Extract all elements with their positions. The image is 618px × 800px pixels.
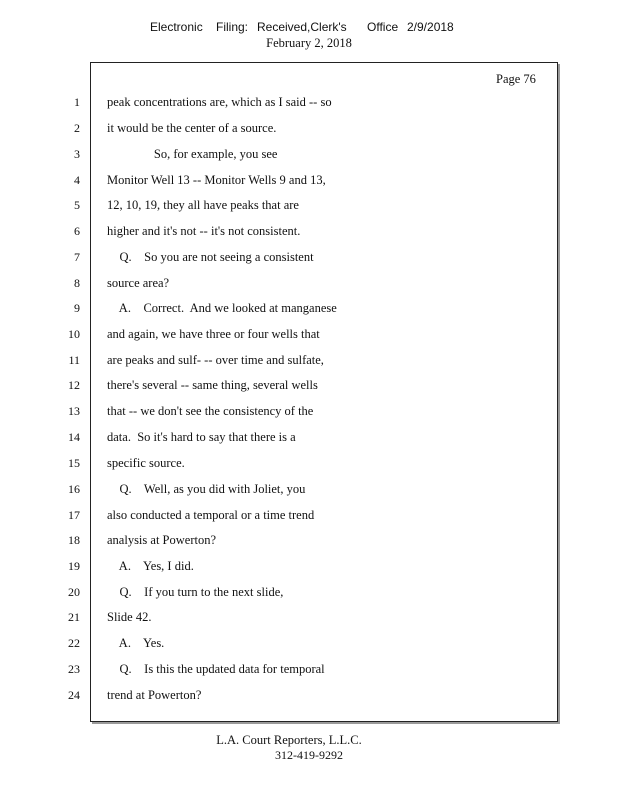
filing-word-office: Office [367, 20, 399, 34]
filing-word-received: Received,Clerk's [257, 20, 347, 34]
transcript-line: higher and it's not -- it's not consistent. [107, 224, 301, 238]
line-number: 4 [74, 173, 80, 187]
transcript-line: Q. Is this the updated data for temporal [107, 662, 325, 676]
filing-word-date: 2/9/2018 [407, 20, 454, 34]
line-number: 18 [68, 533, 80, 547]
line-number: 21 [68, 610, 80, 624]
line-number: 8 [74, 276, 80, 290]
transcript-line: A. Yes. [107, 636, 165, 650]
line-number: 15 [68, 456, 80, 470]
page-number: Page 76 [496, 72, 536, 86]
transcript-line: Slide 42. [107, 610, 152, 624]
line-number: 20 [68, 585, 80, 599]
transcript-line: 12, 10, 19, they all have peaks that are [107, 198, 299, 212]
line-number: 11 [68, 353, 80, 367]
transcript-line: specific source. [107, 456, 185, 470]
transcript-line: are peaks and sulf- -- over time and sulfate, [107, 353, 324, 367]
line-number: 1 [74, 95, 80, 109]
filing-stamp [0, 20, 618, 36]
transcript-line: Q. Well, as you did with Joliet, you [107, 482, 306, 496]
transcript-line: also conducted a temporal or a time trend [107, 508, 315, 522]
transcript-line: Monitor Well 13 -- Monitor Wells 9 and 13, [107, 173, 326, 187]
transcript-line: there's several -- same thing, several wells [107, 378, 318, 392]
transcript-line: analysis at Powerton? [107, 533, 217, 547]
line-number: 14 [68, 430, 80, 444]
transcript-line: that -- we don't see the consistency of the [107, 404, 314, 418]
transcript-line: it would be the center of a source. [107, 121, 277, 135]
line-number: 6 [74, 224, 80, 238]
filing-word-filing: Filing: [216, 20, 249, 34]
line-number: 9 [74, 301, 80, 315]
footer-company: L.A. Court Reporters, L.L.C. [216, 733, 362, 747]
line-number: 19 [68, 559, 80, 573]
line-number: 2 [74, 121, 80, 135]
line-number: 23 [68, 662, 80, 676]
line-number: 5 [74, 198, 80, 212]
footer-phone: 312-419-9292 [275, 748, 343, 762]
line-number: 16 [68, 482, 80, 496]
transcript-line: source area? [107, 276, 170, 290]
line-number: 12 [68, 378, 80, 392]
transcript-line: peak concentrations are, which as I said -- so [107, 95, 332, 109]
transcript-line: and again, we have three or four wells that [107, 327, 320, 341]
line-number: 13 [68, 404, 80, 418]
line-number: 10 [68, 327, 80, 341]
transcript-line: Q. So you are not seeing a consistent [107, 250, 314, 264]
transcript-line: data. So it's hard to say that there is a [107, 430, 296, 444]
transcript-line: A. Correct. And we looked at manganese [107, 301, 337, 315]
transcript-line: Q. If you turn to the next slide, [107, 585, 284, 599]
line-number: 17 [68, 508, 80, 522]
line-number: 22 [68, 636, 80, 650]
transcript-line: A. Yes, I did. [107, 559, 194, 573]
line-number: 3 [74, 147, 80, 161]
transcript-line: trend at Powerton? [107, 688, 202, 702]
transcript-line: So, for example, you see [107, 147, 278, 161]
filing-word-electronic: Electronic [150, 20, 203, 34]
line-number: 24 [68, 688, 80, 702]
filing-date: February 2, 2018 [266, 36, 352, 50]
line-number: 7 [74, 250, 80, 264]
